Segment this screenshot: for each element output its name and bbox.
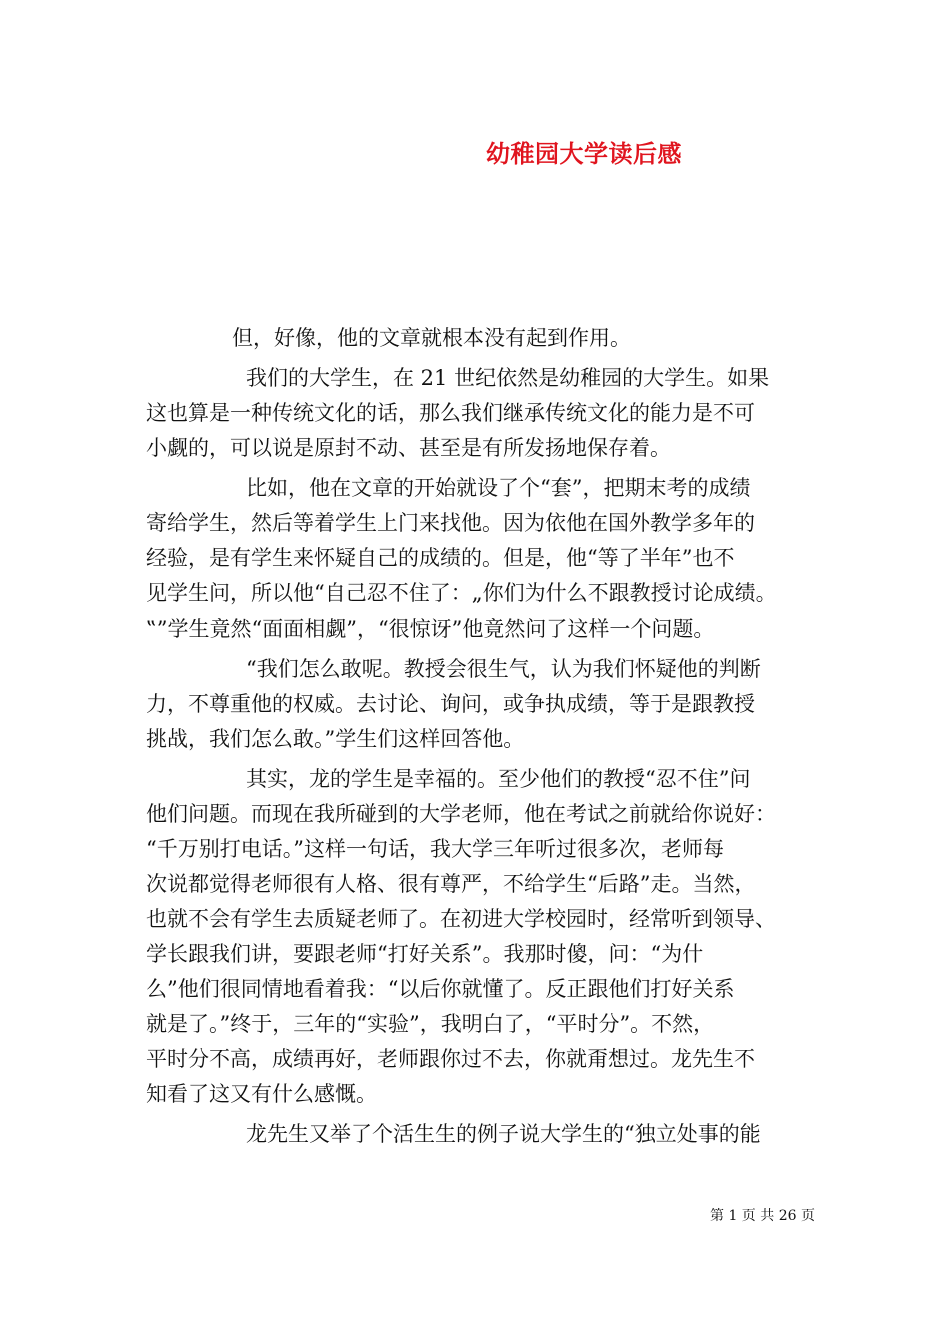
text-line: 他们问题。而现在我所碰到的大学老师，他在考试之前就给你说好： <box>146 802 776 826</box>
text-line: 学长跟我们讲，要跟老师“打好关系”。我那时傻，问：“为什 <box>146 942 704 966</box>
text-line: 平时分不高，成绩再好，老师跟你过不去，你就甭想过。龙先生不 <box>146 1047 755 1071</box>
text-line: “我们怎么敢呢。教授会很生气，认为我们怀疑他的判断 <box>246 657 761 681</box>
text-line: 力，不尊重他的权威。去讨论、询问，或争执成绩，等于是跟教授 <box>146 692 755 716</box>
text-line: “千万别打电话。”这样一句话，我大学三年听过很多次，老师每 <box>146 837 724 861</box>
text-line: 次说都觉得老师很有人格、很有尊严，不给学生“后路”走。当然， <box>146 872 756 896</box>
text-line: 经验，是有学生来怀疑自己的成绩的。但是，他“等了半年”也不 <box>146 546 735 570</box>
document-title: 幼稚园大学读后感 <box>486 139 682 168</box>
text-line: 寄给学生，然后等着学生上门来找他。因为依他在国外教学多年的 <box>146 511 755 535</box>
text-line: 知看了这又有什么感慨。 <box>146 1082 377 1106</box>
text-line: 我们的大学生，在 21 世纪依然是幼稚园的大学生。如果 <box>246 366 770 390</box>
page-number: 第 1 页 共 26 页 <box>710 1208 815 1224</box>
text-line: ‟”学生竟然“面面相觑”，“很惊讶”他竟然问了这样一个问题。 <box>146 617 715 641</box>
text-line: 也就不会有学生去质疑老师了。在初进大学校园时，经常听到领导、 <box>146 907 776 931</box>
text-line: 小觑的，可以说是原封不动、甚至是有所发扬地保存着。 <box>146 436 671 460</box>
text-line: 么”他们很同情地看着我：“以后你就懂了。反正跟他们打好关系 <box>146 977 735 1001</box>
text-line: 就是了。”终于，三年的“实验”，我明白了，“平时分”。不然， <box>146 1012 715 1036</box>
text-line: 比如，他在文章的开始就设了个“套”，把期末考的成绩 <box>246 476 751 500</box>
text-line: 这也算是一种传统文化的话，那么我们继承传统文化的能力是不可 <box>146 401 755 425</box>
text-line: 挑战，我们怎么敢。”学生们这样回答他。 <box>146 727 525 751</box>
text-line: 其实，龙的学生是幸福的。至少他们的教授“忍不住”问 <box>246 767 751 791</box>
text-line: 但，好像，他的文章就根本没有起到作用。 <box>232 326 631 350</box>
text-line: 龙先生又举了个活生生的例子说大学生的“独立处事的能 <box>246 1122 761 1146</box>
text-line: 见学生问，所以他“自己忍不住了：„你们为什么不跟教授讨论成绩。 <box>146 581 777 605</box>
